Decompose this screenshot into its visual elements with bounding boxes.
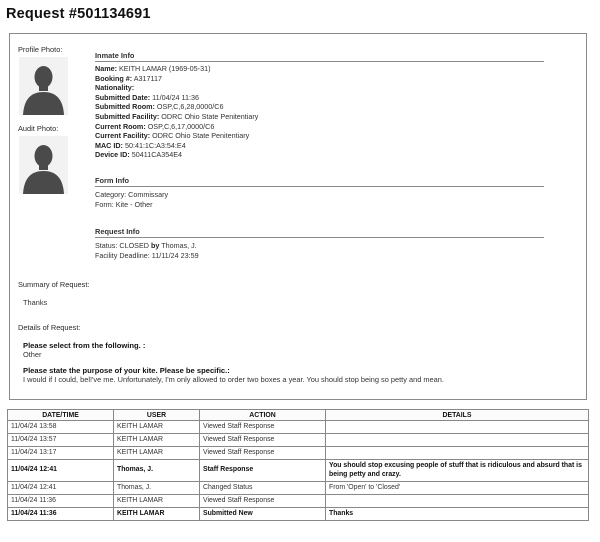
inmate-info-heading: Inmate Info <box>95 51 135 60</box>
current-facility-field: Current Facility: ODRC Ohio State Penitentiary <box>95 131 250 141</box>
cell-action: Viewed Staff Response <box>200 421 326 434</box>
cell-user: KEITH LAMAR <box>114 421 200 434</box>
cell-details: From 'Open' to 'Closed' <box>326 482 589 495</box>
cell-action: Viewed Staff Response <box>200 495 326 508</box>
audit-photo <box>19 136 68 194</box>
cell-datetime: 11/04/24 11:36 <box>8 508 114 521</box>
name-field: Name: KEITH LAMAR (1969-05-31) <box>95 64 211 73</box>
column-header-action: ACTION <box>200 410 326 421</box>
cell-action: Viewed Staff Response <box>200 434 326 447</box>
form-info-fields <box>95 190 168 209</box>
form-field: Form: Kite - Other <box>95 199 153 209</box>
nationality-field: Nationality: <box>95 83 135 93</box>
cell-user: KEITH LAMAR <box>114 434 200 447</box>
cell-datetime: 11/04/24 13:17 <box>8 447 114 460</box>
page-title: Request #501134691 <box>6 6 151 22</box>
question-2: Please state the purpose of your kite. Please be specific.: <box>23 366 230 375</box>
profile-photo-label: Profile Photo: <box>18 45 63 54</box>
booking-field: Booking #: A317117 <box>95 73 162 83</box>
table-row <box>8 460 589 482</box>
details-label: Details of Request: <box>18 323 81 332</box>
activity-log-table <box>7 409 589 521</box>
table-header-row <box>8 410 589 421</box>
divider <box>95 237 544 238</box>
cell-user: KEITH LAMAR <box>114 447 200 460</box>
cell-user: KEITH LAMAR <box>114 508 200 521</box>
cell-datetime: 11/04/24 13:58 <box>8 421 114 434</box>
cell-action: Staff Response <box>200 460 326 482</box>
table-row <box>8 482 589 495</box>
cell-details: You should stop excusing people of stuff that is ridiculous and absurd that is being petty and crazy. <box>326 460 589 482</box>
cell-datetime: 11/04/24 13:57 <box>8 434 114 447</box>
table-row <box>8 421 589 434</box>
cell-datetime: 11/04/24 11:36 <box>8 495 114 508</box>
column-header-user: USER <box>114 410 200 421</box>
cell-user: Thomas, J. <box>114 460 200 482</box>
inmate-info-fields <box>95 64 258 160</box>
submitted-room-field: Submitted Room: OSP,C,6,28,0000/C6 <box>95 102 224 112</box>
form-info-heading: Form Info <box>95 176 130 185</box>
device-id-field: Device ID: 50411CA354E4 <box>95 150 182 160</box>
column-header-details: DETAILS <box>326 410 589 421</box>
cell-details <box>326 434 589 447</box>
cell-details: Thanks <box>326 508 589 521</box>
submitted-date-field: Submitted Date: 11/04/24 11:36 <box>95 92 200 102</box>
table-row <box>8 434 589 447</box>
mac-id-field: MAC ID: 50:41:1C:A3:54:E4 <box>95 140 186 150</box>
person-silhouette-icon <box>19 136 68 194</box>
cell-action: Changed Status <box>200 482 326 495</box>
request-info-fields <box>95 241 199 260</box>
cell-details <box>326 447 589 460</box>
cell-datetime: 11/04/24 12:41 <box>8 482 114 495</box>
answer-2: I would if I could, bel!'ve me. Unfortunately, I'm only allowed to order two boxes a year. You should stop being so petty and mean. <box>23 375 444 384</box>
profile-photo <box>19 57 68 115</box>
facility-deadline-field: Facility Deadline: 11/11/24 23:59 <box>95 250 199 260</box>
table-row <box>8 495 589 508</box>
cell-action: Submitted New <box>200 508 326 521</box>
status-field: Status: CLOSED by Thomas, J. <box>95 241 197 250</box>
person-silhouette-icon <box>19 57 68 115</box>
question-1: Please select from the following. : <box>23 341 146 350</box>
submitted-facility-field: Submitted Facility: ODRC Ohio State Penitentiary <box>95 111 259 121</box>
cell-user: KEITH LAMAR <box>114 495 200 508</box>
table-row <box>8 508 589 521</box>
current-room-field: Current Room: OSP,C,6,17,0000/C6 <box>95 121 215 131</box>
summary-label: Summary of Request: <box>18 280 90 289</box>
category-field: Category: Commissary <box>95 190 169 199</box>
divider <box>95 186 544 187</box>
cell-action: Viewed Staff Response <box>200 447 326 460</box>
request-info-heading: Request Info <box>95 227 140 236</box>
cell-datetime: 11/04/24 12:41 <box>8 460 114 482</box>
audit-photo-label: Audit Photo: <box>18 124 59 133</box>
cell-details <box>326 495 589 508</box>
cell-user: Thomas, J. <box>114 482 200 495</box>
column-header-datetime: DATE/TIME <box>8 410 114 421</box>
answer-1: Other <box>23 350 42 359</box>
table-row <box>8 447 589 460</box>
divider <box>95 61 544 62</box>
cell-details <box>326 421 589 434</box>
summary-value: Thanks <box>23 298 48 307</box>
